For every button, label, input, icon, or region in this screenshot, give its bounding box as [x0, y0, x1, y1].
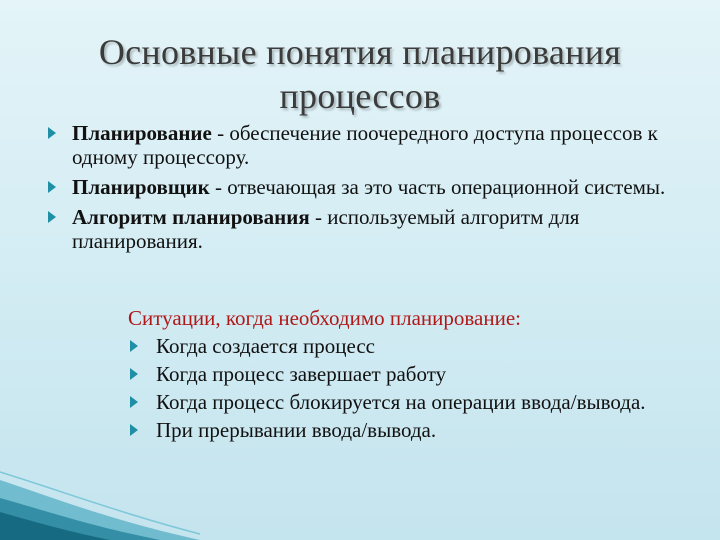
- triangle-right-icon: [48, 181, 56, 193]
- situations-heading: Ситуации, когда необходимо планирование:: [128, 306, 521, 330]
- definition-item: [48, 205, 698, 253]
- situation-item: [128, 390, 688, 414]
- definition-term: Алгоритм планирования: [72, 205, 310, 229]
- definition-text: - обеспечение поочередного доступа процессов к одному процессору.: [72, 121, 658, 169]
- triangle-right-icon: [130, 368, 138, 380]
- definition-item: [48, 121, 698, 169]
- slide-title: Основные понятия планирования процессов: [98, 32, 622, 116]
- corner-wave-decoration: [0, 450, 200, 540]
- triangle-right-icon: [130, 396, 138, 408]
- definitions-list: [48, 121, 698, 259]
- situations-list: [128, 334, 688, 442]
- definition-term: Планировщик: [72, 175, 210, 199]
- definition-text: - используемый алгоритм для планирования.: [72, 205, 580, 253]
- situations-block: [128, 306, 688, 446]
- definition-term: Планирование: [72, 121, 212, 145]
- situation-item: [128, 362, 688, 386]
- situation-item: [128, 334, 688, 358]
- triangle-right-icon: [130, 340, 138, 352]
- triangle-right-icon: [48, 211, 56, 223]
- situation-text: Когда создается процесс: [156, 334, 375, 358]
- situation-text: При прерывании ввода/вывода.: [156, 418, 437, 442]
- situation-text: Когда процесс блокируется на операции ввода/вывода.: [156, 390, 646, 414]
- situation-text: Когда процесс завершает работу: [156, 362, 447, 386]
- triangle-right-icon: [130, 424, 138, 436]
- situation-item: [128, 418, 688, 442]
- definition-item: [48, 175, 698, 199]
- triangle-right-icon: [48, 127, 56, 139]
- definition-text: - отвечающая за это часть операционной системы.: [209, 175, 666, 199]
